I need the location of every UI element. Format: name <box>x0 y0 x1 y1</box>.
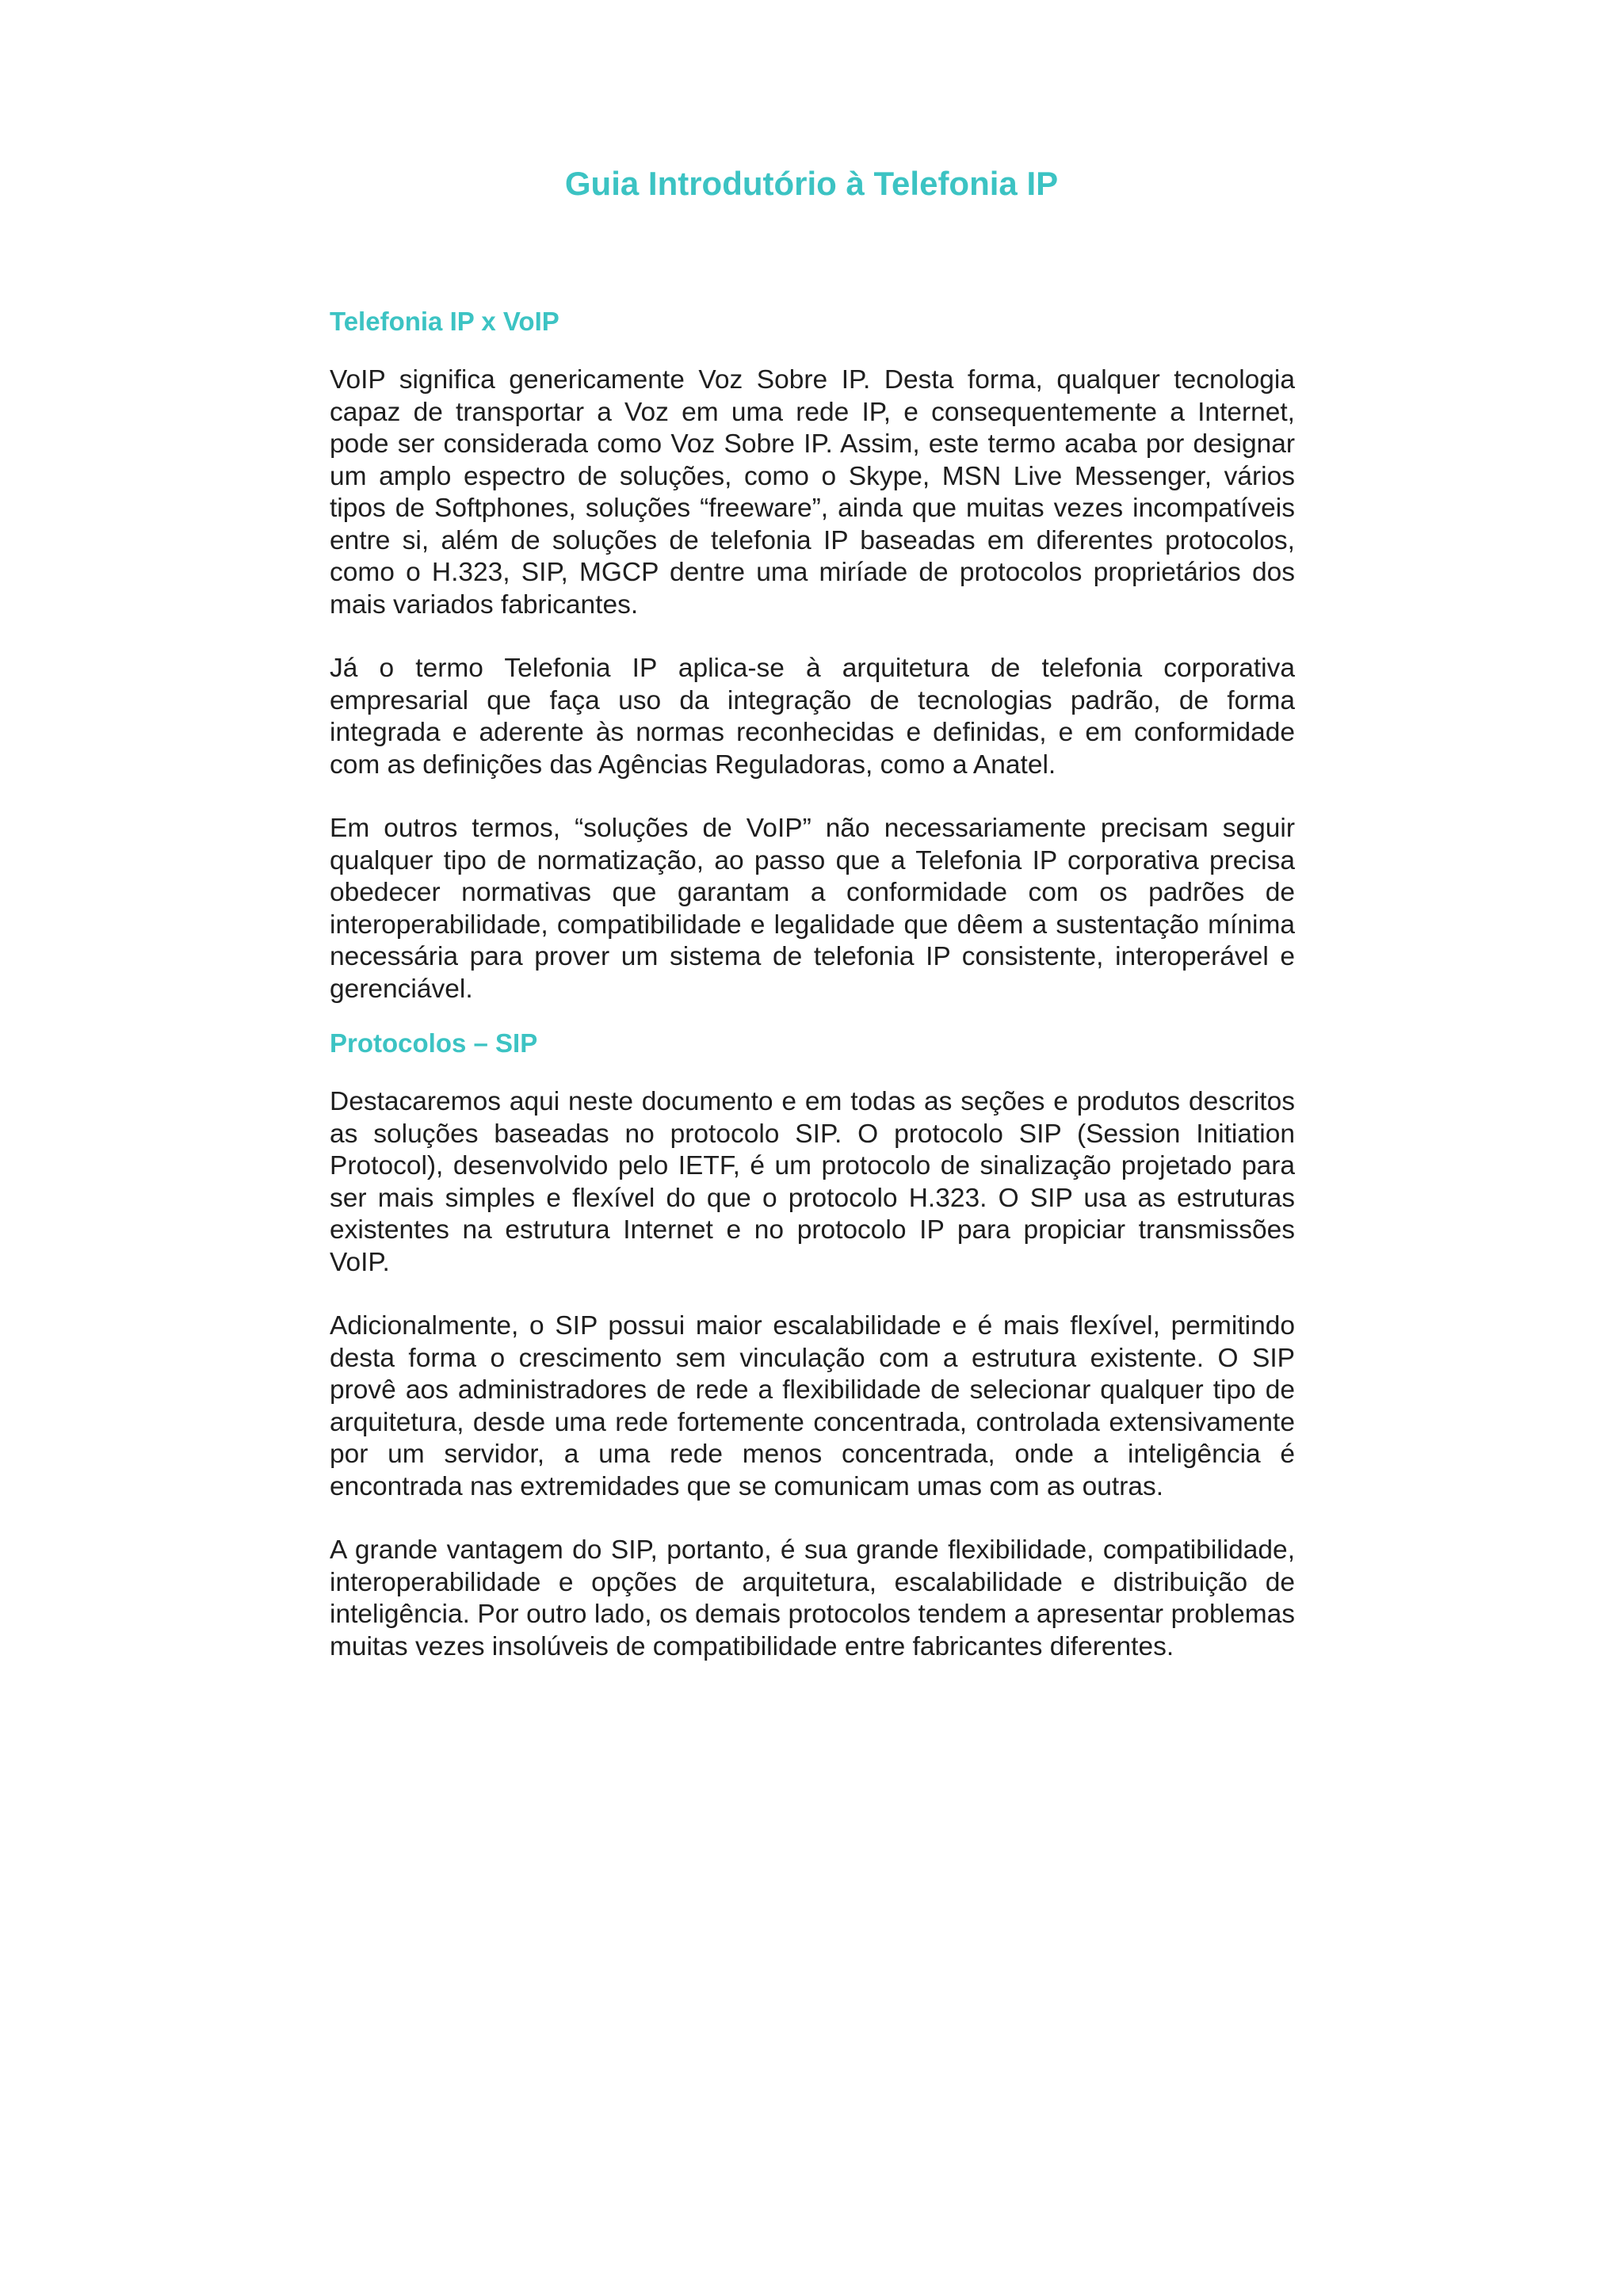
paragraph: Destacaremos aqui neste documento e em todas as seções e produtos descritos as soluções baseadas no protocolo SIP. O protocolo SIP (Session Initiation Protocol), desenvolvido pelo IETF, é um protocolo de sinalização projetado para ser mais simples e flexível do que o protocolo H.323. O SIP usa as estruturas existentes na estrutura Internet e no protocolo IP para propiciar transmissões VoIP. <box>330 1087 1295 1277</box>
section-telefonia-ip-x-voip <box>330 301 1295 1005</box>
document-title: Guia Introdutório à Telefonia IP <box>564 165 1059 202</box>
section-heading: Telefonia IP x VoIP <box>330 307 559 336</box>
section-protocolos-sip <box>330 1023 1295 1663</box>
document-body <box>330 301 1295 1663</box>
paragraph: Já o termo Telefonia IP aplica-se à arquitetura de telefonia corporativa empresarial que faça uso da integração de tecnologias padrão, de forma integrada e aderente às normas reconhecidas e definidas, e em conformidade com as definições das Agências Reguladoras, como a Anatel. <box>330 654 1295 780</box>
paragraph: Em outros termos, “soluções de VoIP” não necessariamente precisam seguir qualquer tipo de normatização, ao passo que a Telefonia IP corporativa precisa obedecer normativas que garantam a conformidade com os padrões de interoperabilidade, compatibilidade e legalidade que dêem a sustentação mínima necessária para prover um sistema de telefonia IP consistente, interoperável e gerenciável. <box>330 814 1295 1004</box>
paragraph: Adicionalmente, o SIP possui maior escalabilidade e é mais flexível, permitindo desta forma o crescimento sem vinculação com a estrutura existente. O SIP provê aos administradores de rede a flexibilidade de selecionar qualquer tipo de arquitetura, desde uma rede fortemente concentrada, controlada extensivamente por um servidor, a uma rede menos concentrada, onde a inteligência é encontrada nas extremidades que se comunicam umas com as outras. <box>330 1311 1295 1501</box>
paragraph: VoIP significa genericamente Voz Sobre IP. Desta forma, qualquer tecnologia capaz de transportar a Voz em uma rede IP, e consequentemente a Internet, pode ser considerada como Voz Sobre IP. Assim, este termo acaba por designar um amplo espectro de soluções, como o Skype, MSN Live Messenger, vários tipos de Softphones, soluções “freeware”, ainda que muitas vezes incompatíveis entre si, além de soluções de telefonia IP baseadas em diferentes protocolos, como o H.323, SIP, MGCP dentre uma miríade de protocolos proprietários dos mais variados fabricantes. <box>330 365 1295 620</box>
section-heading: Protocolos – SIP <box>330 1028 538 1058</box>
paragraph: A grande vantagem do SIP, portanto, é sua grande flexibilidade, compatibilidade, interoperabilidade e opções de arquitetura, escalabilidade e distribuição de inteligência. Por outro lado, os demais protocolos tendem a apresentar problemas muitas vezes insolúveis de compatibilidade entre fabricantes diferentes. <box>330 1535 1295 1661</box>
